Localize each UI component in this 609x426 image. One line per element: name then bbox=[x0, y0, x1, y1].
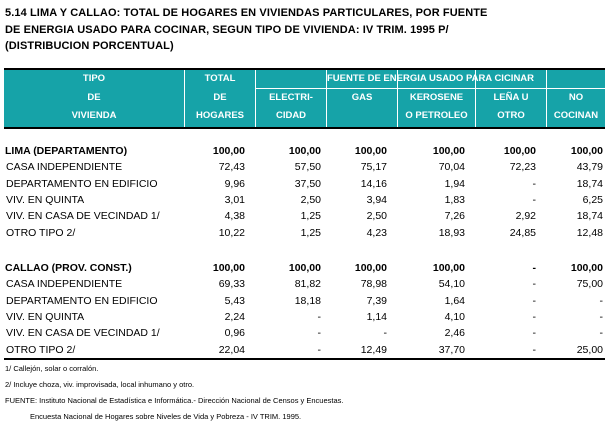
cell-total: 22,04 bbox=[218, 343, 245, 356]
header-tipo-3: VIVIENDA bbox=[71, 110, 117, 121]
table-bottom-rule bbox=[4, 358, 605, 360]
header-total-2: DE bbox=[213, 92, 227, 103]
section-name: CALLAO (PROV. CONST.) bbox=[5, 262, 132, 274]
cell-gas: 100,00 bbox=[354, 262, 387, 274]
row-name: DEPARTAMENTO EN EDIFICIO bbox=[6, 177, 158, 190]
cell-lena: 24,85 bbox=[509, 226, 536, 239]
cell-lena: - bbox=[532, 327, 536, 340]
cell-lena: - bbox=[532, 177, 536, 190]
cell-electricidad: 1,25 bbox=[300, 210, 321, 223]
cell-lena: - bbox=[532, 194, 536, 207]
header-subrule bbox=[256, 88, 605, 89]
cell-total: 3,01 bbox=[224, 194, 245, 207]
table-row bbox=[0, 209, 609, 224]
cell-total: 72,43 bbox=[218, 161, 245, 174]
row-name: VIV. EN QUINTA bbox=[6, 194, 85, 207]
table-row bbox=[0, 177, 609, 192]
row-name: OTRO TIPO 2/ bbox=[6, 343, 76, 356]
cell-kerosene: 2,46 bbox=[444, 327, 465, 340]
cell-gas: 2,50 bbox=[366, 210, 387, 223]
cell-no-cocinan: 18,74 bbox=[576, 177, 603, 190]
header-electricidad-2: CIDAD bbox=[275, 110, 307, 121]
cell-no-cocinan: 6,25 bbox=[582, 194, 603, 207]
cell-electricidad: 37,50 bbox=[294, 177, 321, 190]
header-kerosene-2: O PETROLEO bbox=[405, 110, 468, 121]
cell-gas: 75,17 bbox=[360, 161, 387, 174]
row-name: VIV. EN CASA DE VECINDAD 1/ bbox=[6, 327, 160, 340]
cell-total: 5,43 bbox=[224, 294, 245, 307]
header-no-cocinan-1: NO bbox=[568, 92, 584, 103]
source-note-2: Encuesta Nacional de Hogares sobre Niveles de Vida y Pobreza - IV TRIM. 1995. bbox=[30, 412, 302, 421]
header-total-1: TOTAL bbox=[204, 73, 236, 84]
cell-kerosene: 18,93 bbox=[438, 226, 465, 239]
cell-kerosene: 100,00 bbox=[432, 262, 465, 274]
footnote-2: 2/ Incluye choza, viv. improvisada, local inhumano y otro. bbox=[5, 380, 195, 389]
cell-electricidad: 100,00 bbox=[288, 262, 321, 274]
header-kerosene-1: KEROSENE bbox=[409, 92, 464, 103]
row-name: CASA INDEPENDIENTE bbox=[6, 161, 123, 174]
cell-no-cocinan: 43,79 bbox=[576, 161, 603, 174]
cell-electricidad: 81,82 bbox=[294, 278, 321, 291]
cell-total: 69,33 bbox=[218, 278, 245, 291]
header-lena-1: LEÑA U bbox=[493, 92, 529, 103]
header-gas: GAS bbox=[351, 92, 373, 103]
title-line-1: 5.14 LIMA Y CALLAO: TOTAL DE HOGARES EN VIVIENDAS PARTICULARES, POR FUENTE bbox=[5, 7, 488, 19]
report-title bbox=[5, 5, 488, 55]
cell-kerosene: 1,83 bbox=[444, 194, 465, 207]
source-note: FUENTE: Instituto Nacional de Estadística e Informática.- Dirección Nacional de Censos y Encuestas. bbox=[5, 396, 344, 405]
cell-gas: - bbox=[383, 327, 387, 340]
cell-no-cocinan: - bbox=[599, 311, 603, 324]
cell-kerosene: 70,04 bbox=[438, 161, 465, 174]
cell-kerosene: 37,70 bbox=[438, 343, 465, 356]
table-row bbox=[0, 310, 609, 325]
cell-lena: - bbox=[532, 343, 536, 356]
header-total-3: HOGARES bbox=[195, 110, 245, 121]
cell-kerosene: 1,64 bbox=[444, 294, 465, 307]
cell-electricidad: - bbox=[317, 311, 321, 324]
header-fuente: FUENTE DE ENERGIA USADO PARA CICINAR bbox=[326, 73, 535, 84]
cell-no-cocinan: 12,48 bbox=[576, 226, 603, 239]
header-no-cocinan-2: COCINAN bbox=[553, 110, 599, 121]
row-name: CASA INDEPENDIENTE bbox=[6, 278, 123, 291]
cell-no-cocinan: 25,00 bbox=[576, 343, 603, 356]
cell-total: 0,96 bbox=[224, 327, 245, 340]
row-name: VIV. EN CASA DE VECINDAD 1/ bbox=[6, 210, 160, 223]
table-row bbox=[0, 343, 609, 358]
section-name: LIMA (DEPARTAMENTO) bbox=[5, 145, 128, 157]
cell-gas: 100,00 bbox=[354, 145, 387, 157]
header-tipo-1: TIPO bbox=[82, 73, 106, 84]
cell-total: 10,22 bbox=[218, 226, 245, 239]
cell-lena: 100,00 bbox=[503, 145, 536, 157]
cell-gas: 7,39 bbox=[366, 294, 387, 307]
title-line-3: (DISTRIBUCION PORCENTUAL) bbox=[5, 40, 174, 52]
footnote-1: 1/ Callejón, solar o corralón. bbox=[5, 364, 99, 373]
cell-kerosene: 100,00 bbox=[432, 145, 465, 157]
table-header bbox=[4, 70, 605, 127]
cell-gas: 78,98 bbox=[360, 278, 387, 291]
cell-total: 100,00 bbox=[212, 262, 245, 274]
section-row bbox=[0, 261, 609, 276]
cell-no-cocinan: 75,00 bbox=[576, 278, 603, 291]
cell-no-cocinan: 100,00 bbox=[570, 145, 603, 157]
row-name: VIV. EN QUINTA bbox=[6, 311, 85, 324]
table-row bbox=[0, 277, 609, 292]
cell-no-cocinan: - bbox=[599, 327, 603, 340]
table-row bbox=[0, 226, 609, 241]
cell-total: 4,38 bbox=[224, 210, 245, 223]
cell-kerosene: 4,10 bbox=[444, 311, 465, 324]
cell-electricidad: 2,50 bbox=[300, 194, 321, 207]
cell-no-cocinan: - bbox=[599, 294, 603, 307]
header-electricidad-1: ELECTRI- bbox=[269, 92, 313, 103]
cell-electricidad: 18,18 bbox=[294, 294, 321, 307]
title-line-2: DE ENERGIA USADO PARA COCINAR, SEGUN TIPO DE VIVIENDA: IV TRIM. 1995 P/ bbox=[5, 23, 449, 36]
header-lena-2: OTRO bbox=[497, 110, 525, 121]
cell-kerosene: 7,26 bbox=[444, 210, 465, 223]
cell-lena: - bbox=[532, 278, 536, 291]
cell-electricidad: 57,50 bbox=[294, 161, 321, 174]
cell-gas: 3,94 bbox=[366, 194, 387, 207]
cell-kerosene: 1,94 bbox=[444, 177, 465, 190]
cell-gas: 4,23 bbox=[366, 226, 387, 239]
cell-lena: 2,92 bbox=[515, 210, 536, 223]
cell-electricidad: - bbox=[317, 327, 321, 340]
table-row bbox=[0, 326, 609, 341]
cell-total: 100,00 bbox=[212, 145, 245, 157]
cell-total: 2,24 bbox=[224, 311, 245, 324]
cell-electricidad: - bbox=[317, 343, 321, 356]
cell-lena: - bbox=[532, 262, 536, 274]
table-row bbox=[0, 294, 609, 309]
row-name: DEPARTAMENTO EN EDIFICIO bbox=[6, 294, 158, 307]
row-name: OTRO TIPO 2/ bbox=[6, 226, 76, 239]
cell-no-cocinan: 18,74 bbox=[576, 210, 603, 223]
cell-electricidad: 1,25 bbox=[300, 226, 321, 239]
cell-gas: 14,16 bbox=[360, 177, 387, 190]
header-tipo-2: DE bbox=[87, 92, 101, 103]
header-bottom-rule bbox=[4, 127, 605, 129]
cell-gas: 12,49 bbox=[360, 343, 387, 356]
cell-gas: 1,14 bbox=[366, 311, 387, 324]
table-row bbox=[0, 193, 609, 208]
cell-no-cocinan: 100,00 bbox=[570, 262, 603, 274]
cell-kerosene: 54,10 bbox=[438, 278, 465, 291]
section-row bbox=[0, 144, 609, 159]
cell-electricidad: 100,00 bbox=[288, 145, 321, 157]
cell-lena: 72,23 bbox=[509, 161, 536, 174]
table-row bbox=[0, 160, 609, 175]
cell-total: 9,96 bbox=[224, 177, 245, 190]
cell-lena: - bbox=[532, 311, 536, 324]
cell-lena: - bbox=[532, 294, 536, 307]
